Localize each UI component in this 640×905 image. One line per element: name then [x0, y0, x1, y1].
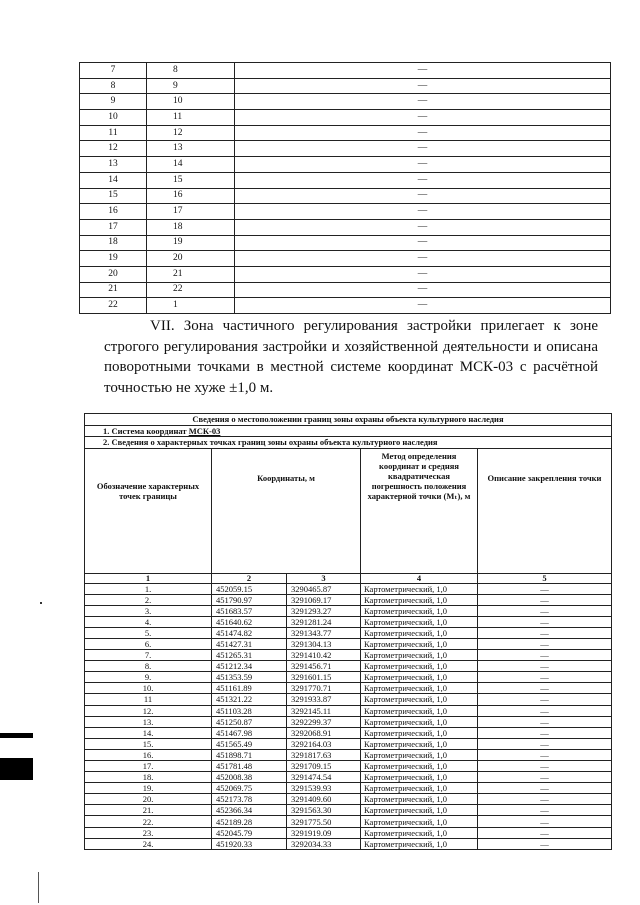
x-coordinate: 451898.71 — [212, 749, 287, 760]
segment-to-point: 9 — [147, 78, 235, 94]
y-coordinate: 3291775.50 — [287, 816, 361, 827]
point-fixing: — — [478, 583, 612, 594]
segment-description: — — [235, 266, 611, 282]
segment-description: — — [235, 172, 611, 188]
point-fixing: — — [478, 683, 612, 694]
column-number: 3 — [287, 573, 361, 583]
point-fixing: — — [478, 749, 612, 760]
point-fixing: — — [478, 838, 612, 849]
point-fixing: — — [478, 727, 612, 738]
table-row — [85, 705, 612, 716]
point-number: 19. — [85, 783, 212, 794]
method-accuracy: Картометрический, 1,0 — [361, 650, 478, 661]
point-fixing: — — [478, 616, 612, 627]
segment-to-point: 20 — [147, 251, 235, 267]
y-coordinate: 3291770.71 — [287, 683, 361, 694]
point-number: 15. — [85, 738, 212, 749]
point-number: 7. — [85, 650, 212, 661]
zone-description-paragraph: VII. Зона частичного регулирования застройки прилегает к зоне строгого регулирования застройки и хозяйственной деятельности и описана поворотными точками в местной системе координат МСК-03 с расчётной точностью не хуже ±1,0 м. — [104, 318, 598, 396]
x-coordinate: 452045.79 — [212, 827, 287, 838]
point-number: 9. — [85, 672, 212, 683]
coordinate-system-label: 1. Система координат — [103, 425, 189, 436]
points-section-heading: 2. Сведения о характерных точках границ зоны охраны объекта культурного наследия — [85, 437, 612, 449]
segment-description: — — [235, 63, 611, 79]
segment-from-point: 18 — [80, 235, 147, 251]
y-coordinate: 3291069.17 — [287, 594, 361, 605]
x-coordinate: 451683.57 — [212, 605, 287, 616]
column-numbers-row — [85, 573, 612, 583]
x-coordinate: 451321.22 — [212, 694, 287, 705]
table-row — [85, 794, 612, 805]
x-coordinate: 451161.89 — [212, 683, 287, 694]
point-fixing: — — [478, 794, 612, 805]
y-coordinate: 3292034.33 — [287, 838, 361, 849]
method-accuracy: Картометрический, 1,0 — [361, 772, 478, 783]
table-row — [85, 650, 612, 661]
table-row — [85, 772, 612, 783]
method-accuracy: Картометрический, 1,0 — [361, 594, 478, 605]
y-coordinate: 3291409.60 — [287, 794, 361, 805]
table-row — [80, 219, 611, 235]
segment-description: — — [235, 219, 611, 235]
point-number: 21. — [85, 805, 212, 816]
point-number: 2. — [85, 594, 212, 605]
point-fixing: — — [478, 661, 612, 672]
y-coordinate: 3292164.03 — [287, 738, 361, 749]
y-coordinate: 3291293.27 — [287, 605, 361, 616]
x-coordinate: 451427.31 — [212, 638, 287, 649]
table-row — [80, 266, 611, 282]
segment-to-point: 22 — [147, 282, 235, 298]
table-row — [85, 838, 612, 849]
point-number: 6. — [85, 638, 212, 649]
segment-description: — — [235, 78, 611, 94]
point-number: 12. — [85, 705, 212, 716]
point-fixing: — — [478, 705, 612, 716]
x-coordinate: 452008.38 — [212, 772, 287, 783]
point-fixing: — — [478, 594, 612, 605]
table-row — [85, 694, 612, 705]
point-number: 10. — [85, 683, 212, 694]
method-accuracy: Картометрический, 1,0 — [361, 694, 478, 705]
method-accuracy: Картометрический, 1,0 — [361, 816, 478, 827]
table-row — [80, 110, 611, 126]
method-accuracy: Картометрический, 1,0 — [361, 705, 478, 716]
y-coordinate: 3291817.63 — [287, 749, 361, 760]
boundary-segments-table — [79, 62, 611, 314]
scan-speck — [40, 602, 42, 604]
segment-from-point: 14 — [80, 172, 147, 188]
table-row — [80, 63, 611, 79]
y-coordinate: 3291709.15 — [287, 761, 361, 772]
table-row — [80, 204, 611, 220]
point-number: 1. — [85, 583, 212, 594]
segment-from-point: 16 — [80, 204, 147, 220]
x-coordinate: 451250.87 — [212, 716, 287, 727]
segment-description: — — [235, 282, 611, 298]
method-accuracy: Картометрический, 1,0 — [361, 761, 478, 772]
x-coordinate: 452059.15 — [212, 583, 287, 594]
x-coordinate: 451790.97 — [212, 594, 287, 605]
column-number: 5 — [478, 573, 612, 583]
point-number: 23. — [85, 827, 212, 838]
segment-from-point: 17 — [80, 219, 147, 235]
coordinate-system-row — [85, 425, 612, 437]
point-fixing: — — [478, 650, 612, 661]
segment-to-point: 13 — [147, 141, 235, 157]
segment-to-point: 15 — [147, 172, 235, 188]
segment-to-point: 21 — [147, 266, 235, 282]
table-row — [85, 627, 612, 638]
method-accuracy: Картометрический, 1,0 — [361, 672, 478, 683]
table-row — [85, 594, 612, 605]
y-coordinate: 3291933.87 — [287, 694, 361, 705]
method-accuracy: Картометрический, 1,0 — [361, 661, 478, 672]
method-accuracy: Картометрический, 1,0 — [361, 616, 478, 627]
segment-from-point: 22 — [80, 298, 147, 314]
point-fixing: — — [478, 783, 612, 794]
header-description: Описание закрепления точки — [478, 448, 612, 573]
segment-to-point: 17 — [147, 204, 235, 220]
table-title: Сведения о местоположении границ зоны охраны объекта культурного наследия — [85, 414, 612, 426]
point-number: 3. — [85, 605, 212, 616]
y-coordinate: 3292145.11 — [287, 705, 361, 716]
method-accuracy: Картометрический, 1,0 — [361, 716, 478, 727]
header-coordinates: Координаты, м — [212, 448, 361, 573]
scan-margin-line — [38, 872, 39, 903]
x-coordinate: 451467.98 — [212, 727, 287, 738]
x-coordinate: 452069.75 — [212, 783, 287, 794]
point-fixing: — — [478, 772, 612, 783]
segment-from-point: 9 — [80, 94, 147, 110]
point-number: 17. — [85, 761, 212, 772]
point-number: 16. — [85, 749, 212, 760]
table-row — [85, 616, 612, 627]
segment-description: — — [235, 251, 611, 267]
point-fixing: — — [478, 827, 612, 838]
column-number: 1 — [85, 573, 212, 583]
point-fixing: — — [478, 716, 612, 727]
segment-to-point: 12 — [147, 125, 235, 141]
segment-to-point: 11 — [147, 110, 235, 126]
method-accuracy: Картометрический, 1,0 — [361, 805, 478, 816]
y-coordinate: 3291539.93 — [287, 783, 361, 794]
y-coordinate: 3291919.09 — [287, 827, 361, 838]
segment-to-point: 1 — [147, 298, 235, 314]
segment-from-point: 12 — [80, 141, 147, 157]
table-row — [80, 172, 611, 188]
segment-from-point: 11 — [80, 125, 147, 141]
segment-description: — — [235, 110, 611, 126]
x-coordinate: 451640.62 — [212, 616, 287, 627]
header-method: Метод определения координат и средняя квадратическая погрешность положения характерной точки (Mₜ), м — [361, 448, 478, 573]
coordinates-table — [84, 413, 612, 850]
method-accuracy: Картометрический, 1,0 — [361, 838, 478, 849]
y-coordinate: 3291304.13 — [287, 638, 361, 649]
method-accuracy: Картометрический, 1,0 — [361, 727, 478, 738]
point-fixing: — — [478, 605, 612, 616]
method-accuracy: Картометрический, 1,0 — [361, 627, 478, 638]
point-number: 14. — [85, 727, 212, 738]
point-number: 11 — [85, 694, 212, 705]
method-accuracy: Картометрический, 1,0 — [361, 749, 478, 760]
y-coordinate: 3291343.77 — [287, 627, 361, 638]
point-number: 18. — [85, 772, 212, 783]
table-row — [85, 816, 612, 827]
segment-from-point: 21 — [80, 282, 147, 298]
scan-margin-block — [0, 758, 33, 780]
segment-to-point: 8 — [147, 63, 235, 79]
y-coordinate: 3291601.15 — [287, 672, 361, 683]
table-row — [85, 749, 612, 760]
y-coordinate: 3292068.91 — [287, 727, 361, 738]
table-row — [85, 805, 612, 816]
segment-from-point: 15 — [80, 188, 147, 204]
coordinate-system-value: МСК-03 — [188, 425, 221, 436]
x-coordinate: 451353.59 — [212, 672, 287, 683]
table-row — [85, 738, 612, 749]
table-row — [85, 683, 612, 694]
point-fixing: — — [478, 672, 612, 683]
segment-description: — — [235, 141, 611, 157]
table-row — [85, 605, 612, 616]
table-row — [80, 78, 611, 94]
segment-to-point: 16 — [147, 188, 235, 204]
x-coordinate: 452189.28 — [212, 816, 287, 827]
table-row — [80, 125, 611, 141]
method-accuracy: Картометрический, 1,0 — [361, 583, 478, 594]
segment-to-point: 18 — [147, 219, 235, 235]
table-row — [85, 716, 612, 727]
table-row — [80, 188, 611, 204]
table-row — [85, 783, 612, 794]
point-number: 20. — [85, 794, 212, 805]
point-fixing: — — [478, 761, 612, 772]
table-row — [85, 827, 612, 838]
method-accuracy: Картометрический, 1,0 — [361, 738, 478, 749]
x-coordinate: 451103.28 — [212, 705, 287, 716]
segment-description: — — [235, 157, 611, 173]
segment-from-point: 8 — [80, 78, 147, 94]
point-number: 13. — [85, 716, 212, 727]
point-fixing: — — [478, 738, 612, 749]
x-coordinate: 451781.48 — [212, 761, 287, 772]
point-number: 5. — [85, 627, 212, 638]
table-row — [80, 282, 611, 298]
segment-from-point: 10 — [80, 110, 147, 126]
segment-from-point: 19 — [80, 251, 147, 267]
segment-from-point: 13 — [80, 157, 147, 173]
segment-to-point: 14 — [147, 157, 235, 173]
y-coordinate: 3291410.42 — [287, 650, 361, 661]
method-accuracy: Картометрический, 1,0 — [361, 683, 478, 694]
x-coordinate: 451212.34 — [212, 661, 287, 672]
segment-description: — — [235, 204, 611, 220]
point-fixing: — — [478, 816, 612, 827]
segment-description: — — [235, 235, 611, 251]
table-row — [85, 761, 612, 772]
segment-description: — — [235, 298, 611, 314]
column-number: 4 — [361, 573, 478, 583]
y-coordinate: 3291563.30 — [287, 805, 361, 816]
table-row — [80, 298, 611, 314]
table-row — [80, 94, 611, 110]
point-fixing: — — [478, 805, 612, 816]
table-row — [80, 157, 611, 173]
segment-to-point: 10 — [147, 94, 235, 110]
table-row — [85, 727, 612, 738]
segment-description: — — [235, 188, 611, 204]
table-row — [85, 583, 612, 594]
x-coordinate: 452366.34 — [212, 805, 287, 816]
x-coordinate: 451265.31 — [212, 650, 287, 661]
scan-margin-bar — [0, 733, 33, 738]
segment-description: — — [235, 94, 611, 110]
point-number: 24. — [85, 838, 212, 849]
segment-to-point: 19 — [147, 235, 235, 251]
table-row — [80, 251, 611, 267]
y-coordinate: 3291281.24 — [287, 616, 361, 627]
x-coordinate: 452173.78 — [212, 794, 287, 805]
point-number: 4. — [85, 616, 212, 627]
y-coordinate: 3292299.37 — [287, 716, 361, 727]
table-row — [80, 141, 611, 157]
table-row — [85, 638, 612, 649]
table-row — [85, 661, 612, 672]
table-row — [80, 235, 611, 251]
y-coordinate: 3291456.71 — [287, 661, 361, 672]
column-number: 2 — [212, 573, 287, 583]
y-coordinate: 3291474.54 — [287, 772, 361, 783]
x-coordinate: 451920.33 — [212, 838, 287, 849]
segment-from-point: 7 — [80, 63, 147, 79]
point-number: 8. — [85, 661, 212, 672]
point-fixing: — — [478, 627, 612, 638]
method-accuracy: Картометрический, 1,0 — [361, 638, 478, 649]
segment-from-point: 20 — [80, 266, 147, 282]
x-coordinate: 451565.49 — [212, 738, 287, 749]
method-accuracy: Картометрический, 1,0 — [361, 827, 478, 838]
method-accuracy: Картометрический, 1,0 — [361, 605, 478, 616]
point-fixing: — — [478, 638, 612, 649]
x-coordinate: 451474.82 — [212, 627, 287, 638]
method-accuracy: Картометрический, 1,0 — [361, 783, 478, 794]
y-coordinate: 3290465.87 — [287, 583, 361, 594]
point-fixing: — — [478, 694, 612, 705]
header-designation: Обозначение характерных точек границы — [85, 448, 212, 573]
table-row — [85, 672, 612, 683]
point-number: 22. — [85, 816, 212, 827]
segment-description: — — [235, 125, 611, 141]
method-accuracy: Картометрический, 1,0 — [361, 794, 478, 805]
